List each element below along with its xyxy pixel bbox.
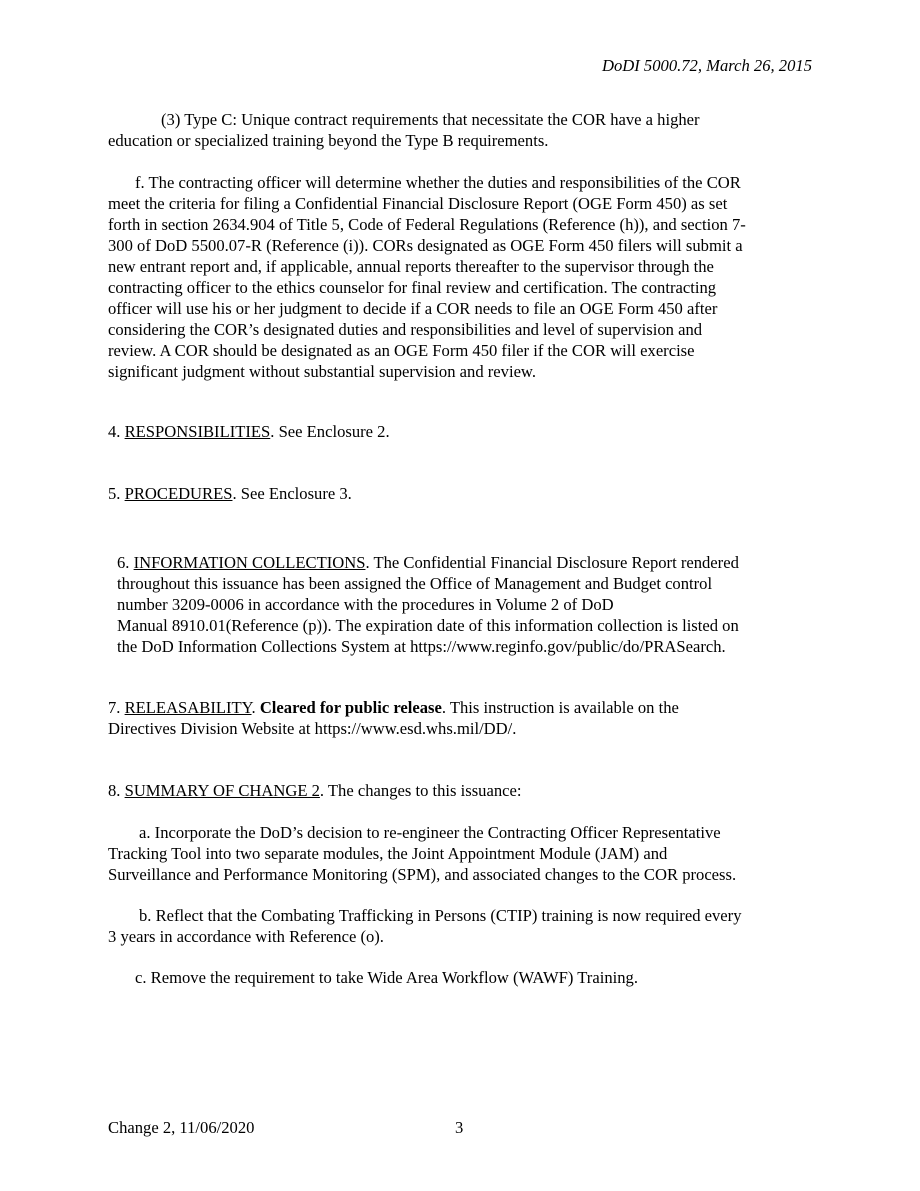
change-item-line: Tracking Tool into two separate modules, the Joint Appointment Module (JAM) and: [108, 844, 668, 863]
document-header: DoDI 5000.72, March 26, 2015: [601, 56, 812, 75]
paragraph-f: [108, 172, 818, 382]
section-number: 8.: [108, 781, 125, 800]
section-8: [108, 780, 808, 801]
section-6: [117, 552, 817, 657]
change-item-line: 3 years in accordance with Reference (o).: [108, 927, 384, 946]
paragraph-type-c: [108, 109, 808, 151]
section-number: 4.: [108, 422, 125, 441]
type-c-line-1: (3) Type C: Unique contract requirements that necessitate the COR have a higher: [161, 110, 700, 129]
section-6-line: the DoD Information Collections System at https://www.reginfo.gov/public/do/PRASearch.: [117, 637, 726, 656]
section-number: 5.: [108, 484, 125, 503]
para-f-line: 300 of DoD 5500.07-R (Reference (i)). CORs designated as OGE Form 450 filers will submit a: [108, 236, 743, 255]
para-f-line: considering the COR’s designated duties and responsibilities and level of supervision and: [108, 320, 703, 339]
section-title: RELEASABILITY: [124, 698, 252, 717]
section-title: INFORMATION COLLECTIONS: [133, 553, 366, 572]
section-title: RESPONSIBILITIES: [124, 422, 271, 441]
section-4: [108, 421, 808, 442]
section-text: . See Enclosure 3.: [232, 484, 352, 503]
para-f-line: review. A COR should be designated as an OGE Form 450 filer if the COR will exercise: [108, 341, 695, 360]
section-text: . The Confidential Financial Disclosure Report rendered: [365, 553, 739, 572]
section-6-line: throughout this issuance has been assigned the Office of Management and Budget control: [117, 574, 713, 593]
section-text: . See Enclosure 2.: [270, 422, 390, 441]
section-7: [108, 697, 808, 739]
section-title: PROCEDURES: [124, 484, 233, 503]
section-number: 6.: [117, 553, 134, 572]
para-f-line: contracting officer to the ethics counselor for final review and certification. The contracting: [108, 278, 717, 297]
release-statement: Cleared for public release: [259, 698, 442, 717]
para-f-line: forth in section 2634.904 of Title 5, Code of Federal Regulations (Reference (h)), and section 7-: [108, 215, 746, 234]
para-f-line: officer will use his or her judgment to decide if a COR needs to file an OGE Form 450 after: [108, 299, 718, 318]
change-item-line: Surveillance and Performance Monitoring (SPM), and associated changes to the COR process.: [108, 865, 737, 884]
section-separator: .: [251, 698, 260, 717]
para-f-line: f. The contracting officer will determine whether the duties and responsibilities of the COR: [135, 173, 741, 192]
section-7-line: Directives Division Website at https://www.esd.whs.mil/DD/.: [108, 719, 517, 738]
page-number: 3: [455, 1118, 464, 1137]
section-text: . The changes to this issuance:: [319, 781, 522, 800]
type-c-line-2: education or specialized training beyond the Type B requirements.: [108, 131, 549, 150]
section-text: . This instruction is available on the: [441, 698, 679, 717]
section-5: [108, 483, 808, 504]
section-6-line: Manual 8910.01(Reference (p)). The expiration date of this information collection is listed on: [117, 616, 739, 635]
change-item-line: b. Reflect that the Combating Trafficking in Persons (CTIP) training is now required every: [139, 906, 742, 925]
section-number: 7.: [108, 698, 125, 717]
para-f-line: meet the criteria for filing a Confidential Financial Disclosure Report (OGE Form 450) as set: [108, 194, 728, 213]
change-item-b: [108, 905, 818, 947]
change-item-c: [108, 967, 808, 988]
section-title: SUMMARY OF CHANGE 2: [124, 781, 320, 800]
para-f-line: significant judgment without substantial supervision and review.: [108, 362, 536, 381]
change-item-a: [108, 822, 818, 885]
change-item-line: c. Remove the requirement to take Wide Area Workflow (WAWF) Training.: [135, 968, 638, 987]
change-item-line: a. Incorporate the DoD’s decision to re-engineer the Contracting Officer Representative: [139, 823, 721, 842]
section-6-line: number 3209-0006 in accordance with the procedures in Volume 2 of DoD: [117, 595, 614, 614]
footer-change: Change 2, 11/06/2020: [108, 1118, 255, 1137]
para-f-line: new entrant report and, if applicable, annual reports thereafter to the supervisor through the: [108, 257, 714, 276]
